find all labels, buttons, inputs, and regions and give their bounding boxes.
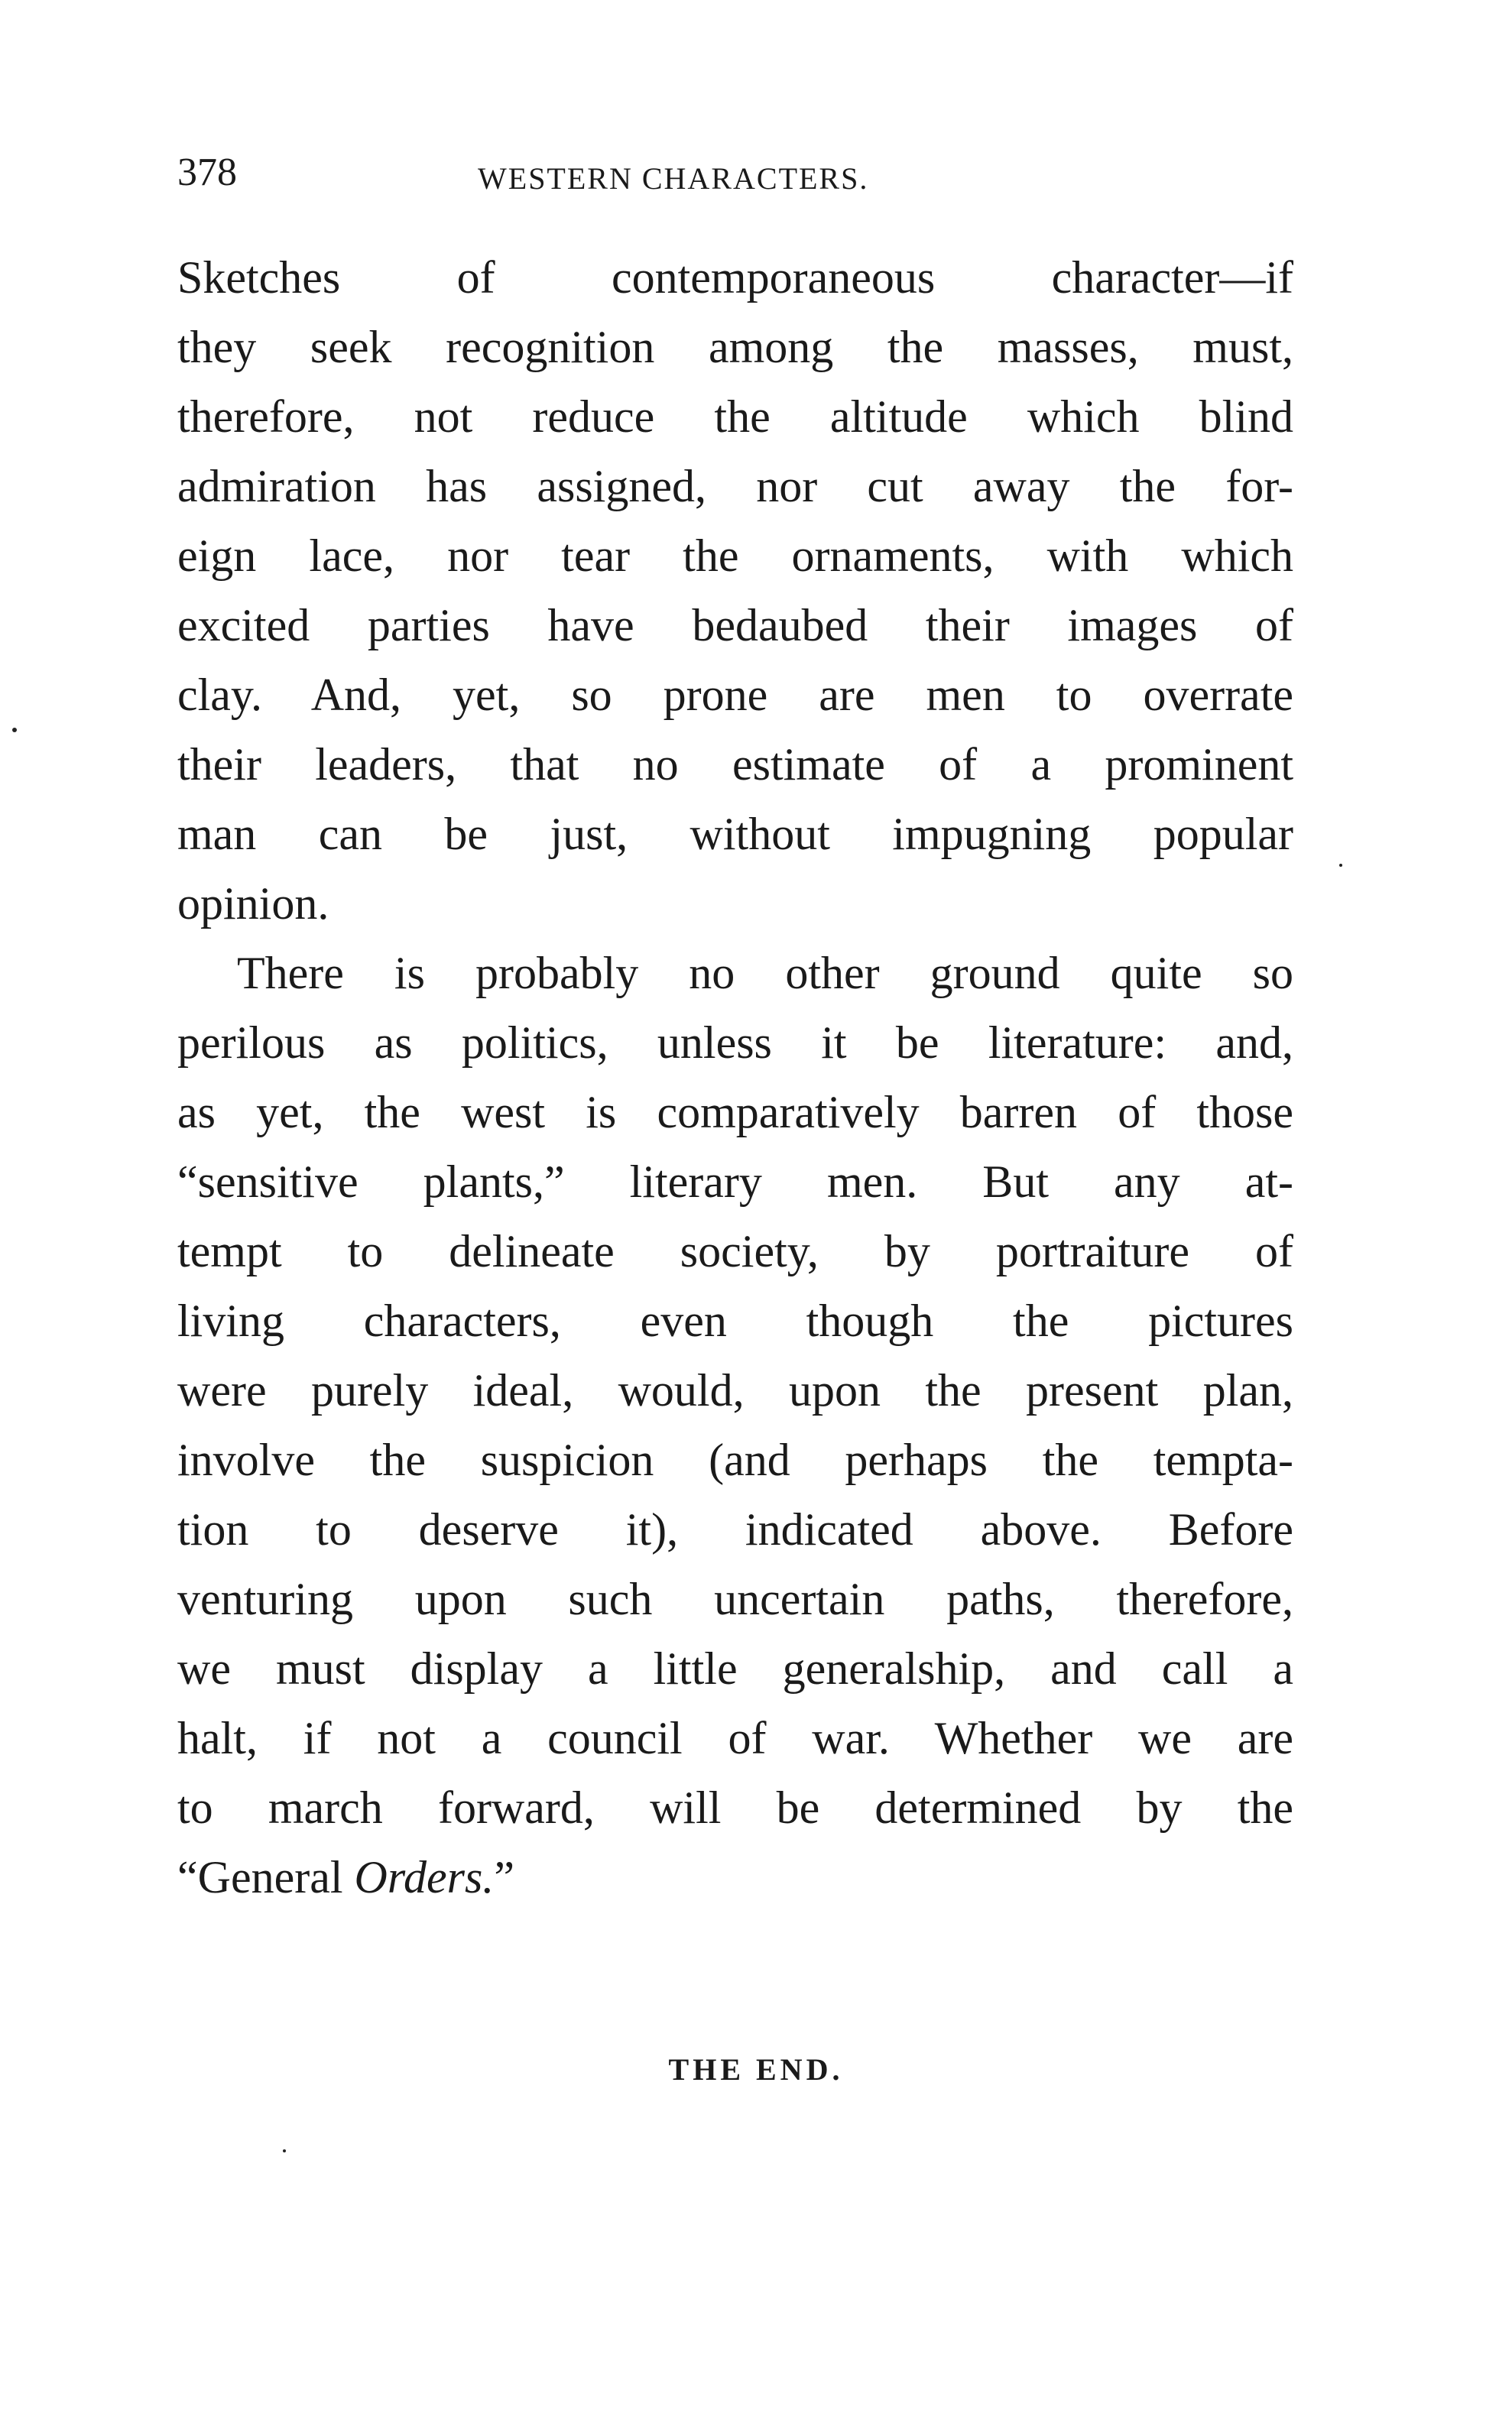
text-line: as yet, the west is comparatively barren of those — [177, 1087, 1293, 1137]
text-line: living characters, even though the pictures — [177, 1296, 1293, 1346]
text-line: involve the suspicion (and perhaps the tempta- — [177, 1435, 1293, 1485]
text-line: Sketches of contemporaneous character—if — [177, 252, 1293, 303]
page-number: 378 — [177, 151, 237, 194]
final-line-italic: Orders. — [354, 1852, 495, 1902]
ink-speck — [283, 2149, 286, 2152]
final-line-close: ” — [494, 1852, 514, 1902]
text-line: admiration has assigned, nor cut away the for- — [177, 461, 1293, 511]
ink-speck — [12, 728, 17, 732]
text-line: their leaders, that no estimate of a prominent — [177, 739, 1293, 790]
final-line-open: “General — [177, 1852, 355, 1902]
page-header — [177, 142, 1293, 203]
ink-speck — [1339, 864, 1342, 867]
text-line: they seek recognition among the masses, must, — [177, 322, 1293, 372]
text-line: perilous as politics, unless it be literature: and, — [177, 1017, 1293, 1068]
the-end-heading: THE END. — [668, 2052, 844, 2087]
text-line: therefore, not reduce the altitude which blind — [177, 391, 1293, 442]
text-line: tion to deserve it), indicated above. Before — [177, 1504, 1293, 1555]
text-line: halt, if not a council of war. Whether we are — [177, 1713, 1293, 1763]
text-line: man can be just, without impugning popular — [177, 809, 1293, 859]
text-line: were purely ideal, would, upon the present plan, — [177, 1365, 1293, 1416]
text-line: There is probably no other ground quite so — [237, 948, 1293, 998]
text-line: we must display a little generalship, and call a — [177, 1643, 1293, 1694]
text-line: opinion. — [177, 878, 329, 929]
text-line: “sensitive plants,” literary men. But any at- — [177, 1156, 1293, 1207]
text-line: venturing upon such uncertain paths, therefore, — [177, 1574, 1293, 1624]
text-line: eign lace, nor tear the ornaments, with which — [177, 530, 1293, 581]
running-head: WESTERN CHARACTERS. — [478, 161, 869, 196]
final-text-line — [177, 1843, 1293, 1912]
body-text — [177, 243, 1293, 1912]
text-line: tempt to delineate society, by portraiture of — [177, 1226, 1293, 1276]
text-line: excited parties have bedaubed their images of — [177, 600, 1293, 650]
text-line: clay. And, yet, so prone are men to overrate — [177, 670, 1293, 720]
text-line: to march forward, will be determined by the — [177, 1782, 1293, 1833]
